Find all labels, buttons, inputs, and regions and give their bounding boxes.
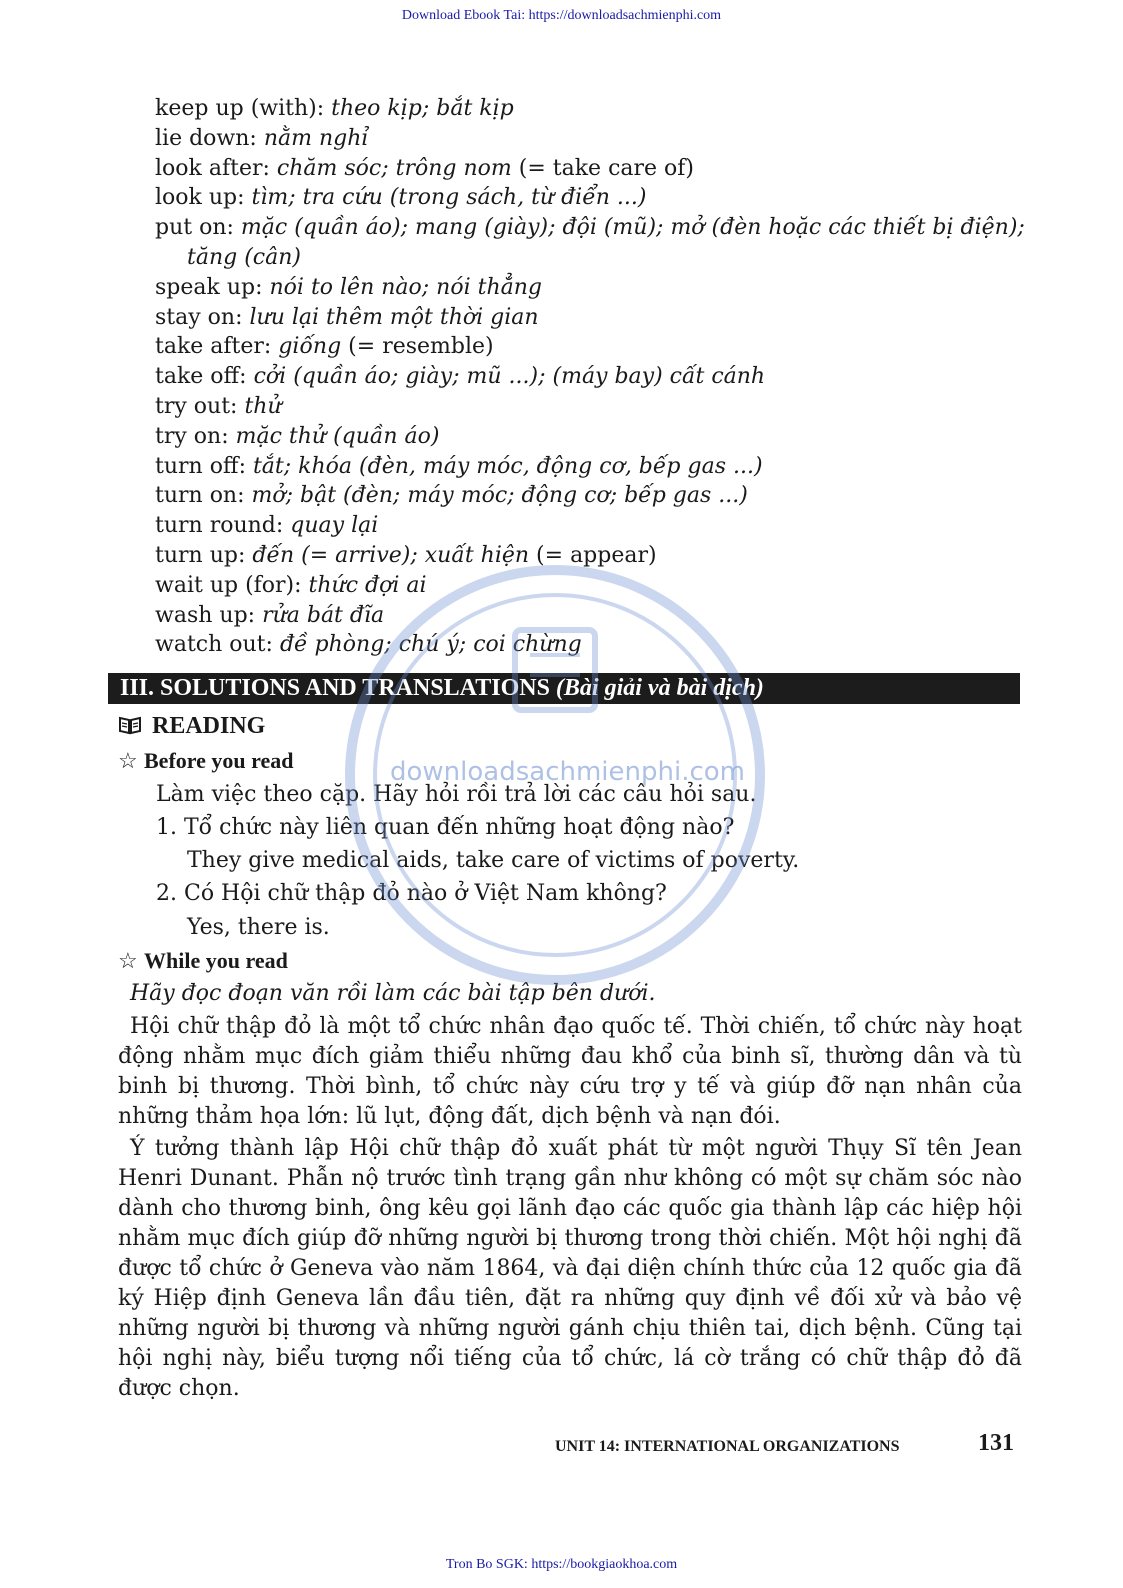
vocab-equivalent: (= appear) [529,542,657,568]
vocab-term: turn round: [155,513,291,539]
phrasal-verb-list [155,94,1035,660]
before-you-read-label: Before you read [144,748,294,773]
vocab-meaning: quay lại [290,513,379,539]
while-instruction: Hãy đọc đoạn văn rồi làm các bài tập bên dưới. [130,981,656,1006]
paragraph-2: Ý tưởng thành lập Hội chữ thập đỏ xuất phát từ một người Thụy Sĩ tên Jean Henri Dunant. Phẫn nộ trước tình trạng gần như không có một sự chăm sóc nào dành cho thương binh, ông kêu gọi lãnh đạo các quốc gia thành lập các hiệp hội nhằm mục đích giúp đỡ những người bị thương trong thời chiến. Một hội nghị đã được tổ chức ở Geneva vào năm 1864, và đại diện chính thức của 12 quốc gia đã ký Hiệp định Geneva lần đầu tiên, đặt ra những quy định về đối xử và bảo vệ những người bị thương và những người gánh chịu thiên tai, dịch bệnh. Cũng tại hội nghị này, biểu tượng nổi tiếng của tổ chức, lá cờ trắng có chữ thập đỏ đã được chọn. [118,1136,1022,1401]
vocab-equivalent: (= take care of) [511,155,695,181]
vocab-term: put on: [155,215,241,241]
vocab-entry [155,422,1035,452]
while-you-read-label: While you read [144,948,288,973]
vocab-term: speak up: [155,274,270,300]
vocab-meaning: mặc (quần áo); mang (giày); đội (mũ); mở (đèn hoặc các thiết bị điện); tăng (cân) [187,215,1025,270]
vocab-meaning: lưu lại thêm một thời gian [249,304,539,330]
section-subtitle: (Bài giải và bài dịch) [555,675,764,701]
vocab-term: turn on: [155,483,252,509]
vocab-meaning: rửa bát đĩa [262,602,385,628]
vocab-entry [155,154,1035,184]
book-icon [118,715,142,742]
vocab-term: keep up (with): [155,96,332,121]
vocab-term: look after: [155,155,277,181]
vocab-term: look up: [155,185,252,211]
vocab-entry [155,303,1035,333]
vocab-entry [155,273,1035,303]
footer-unit-title: UNIT 14: INTERNATIONAL ORGANIZATIONS [555,1438,900,1455]
vocab-term: lie down: [155,125,264,151]
vocab-equivalent: (= resemble) [341,334,494,360]
vocab-term: take after: [155,334,279,360]
vocab-term: watch out: [155,632,280,658]
vocab-entry [155,124,1035,154]
vocab-meaning: giống [278,334,342,360]
vocab-entry [155,601,1035,631]
vocab-entry [155,481,1035,511]
vocab-entry [155,94,1035,124]
vocab-entry [155,183,1035,213]
while-you-read-heading [118,948,288,974]
vocab-entry [155,213,1035,273]
vocab-meaning: nói to lên nào; nói thẳng [269,274,542,300]
vocab-term: try out: [155,393,245,419]
vocab-entry [155,362,1035,392]
section-title: III. SOLUTIONS AND TRANSLATIONS [120,675,556,701]
vocab-term: stay on: [155,304,250,330]
vocab-entry [155,630,1035,660]
vocab-meaning: nằm nghỉ [263,125,369,151]
vocab-entry [155,332,1035,362]
answer-2: Yes, there is. [187,915,330,940]
vocab-meaning: theo kịp; bắt kịp [331,96,514,121]
vocab-meaning: đến (= arrive); xuất hiện [252,542,530,568]
vocab-meaning: thử [244,393,282,419]
vocab-term: wait up (for): [155,572,309,598]
question-1: 1. Tổ chức này liên quan đến những hoạt động nào? [156,815,735,840]
vocab-term: wash up: [155,602,263,628]
vocab-meaning: cởi (quần áo; giày; mũ ...); (máy bay) cất cánh [253,364,766,390]
vocab-term: turn off: [155,453,253,479]
star-icon: ☆ [118,748,138,773]
vocab-meaning: đề phòng; chú ý; coi chừng [279,632,582,658]
answer-1: They give medical aids, take care of victims of poverty. [187,848,800,873]
vocab-entry [155,511,1035,541]
question-2: 2. Có Hội chữ thập đỏ nào ở Việt Nam không? [156,881,667,906]
vocab-entry [155,541,1035,571]
vocab-entry [155,452,1035,482]
vocab-entry [155,571,1035,601]
before-instruction: Làm việc theo cặp. Hãy hỏi rồi trả lời các câu hỏi sau. [156,782,757,807]
reading-label: READING [152,713,266,739]
vocab-term: take off: [155,364,254,390]
vocab-meaning: tìm; tra cứu (trong sách, từ điển ...) [251,185,647,211]
vocab-meaning: tắt; khóa (đèn, máy móc, động cơ, bếp gas ...) [252,453,763,479]
vocab-entry [155,392,1035,422]
vocab-meaning: mở; bật (đèn; máy móc; động cơ; bếp gas ...) [251,483,748,509]
footer-sgk-link[interactable]: Tron Bo SGK: https://bookgiaokhoa.com [445,1557,678,1572]
header-download-link[interactable]: Download Ebook Tai: https://downloadsachmienphi.com [401,8,722,23]
section-heading [108,673,1020,704]
vocab-term: turn up: [155,542,253,568]
paragraph-1: Hội chữ thập đỏ là một tổ chức nhân đạo quốc tế. Thời chiến, tổ chức này hoạt động nhằm mục đích giảm thiểu những đau khổ của binh sĩ, thường dân và tù binh bị thương. Thời bình, tổ chức này cứu trợ y tế và giúp đỡ nạn nhân của những thảm họa lớn: lũ lụt, động đất, dịch bệnh và nạn đói. [118,1014,1022,1129]
reading-heading [118,713,265,742]
watermark-text: downloadsachmienphi.com [390,757,745,787]
vocab-meaning: mặc thử (quần áo) [235,423,440,449]
vocab-meaning: chăm sóc; trông nom [276,155,512,181]
page-number: 131 [978,1430,1014,1456]
before-you-read-heading [118,748,294,774]
vocab-meaning: thức đợi ai [308,572,427,598]
vocab-term: try on: [155,423,236,449]
star-icon: ☆ [118,948,138,973]
